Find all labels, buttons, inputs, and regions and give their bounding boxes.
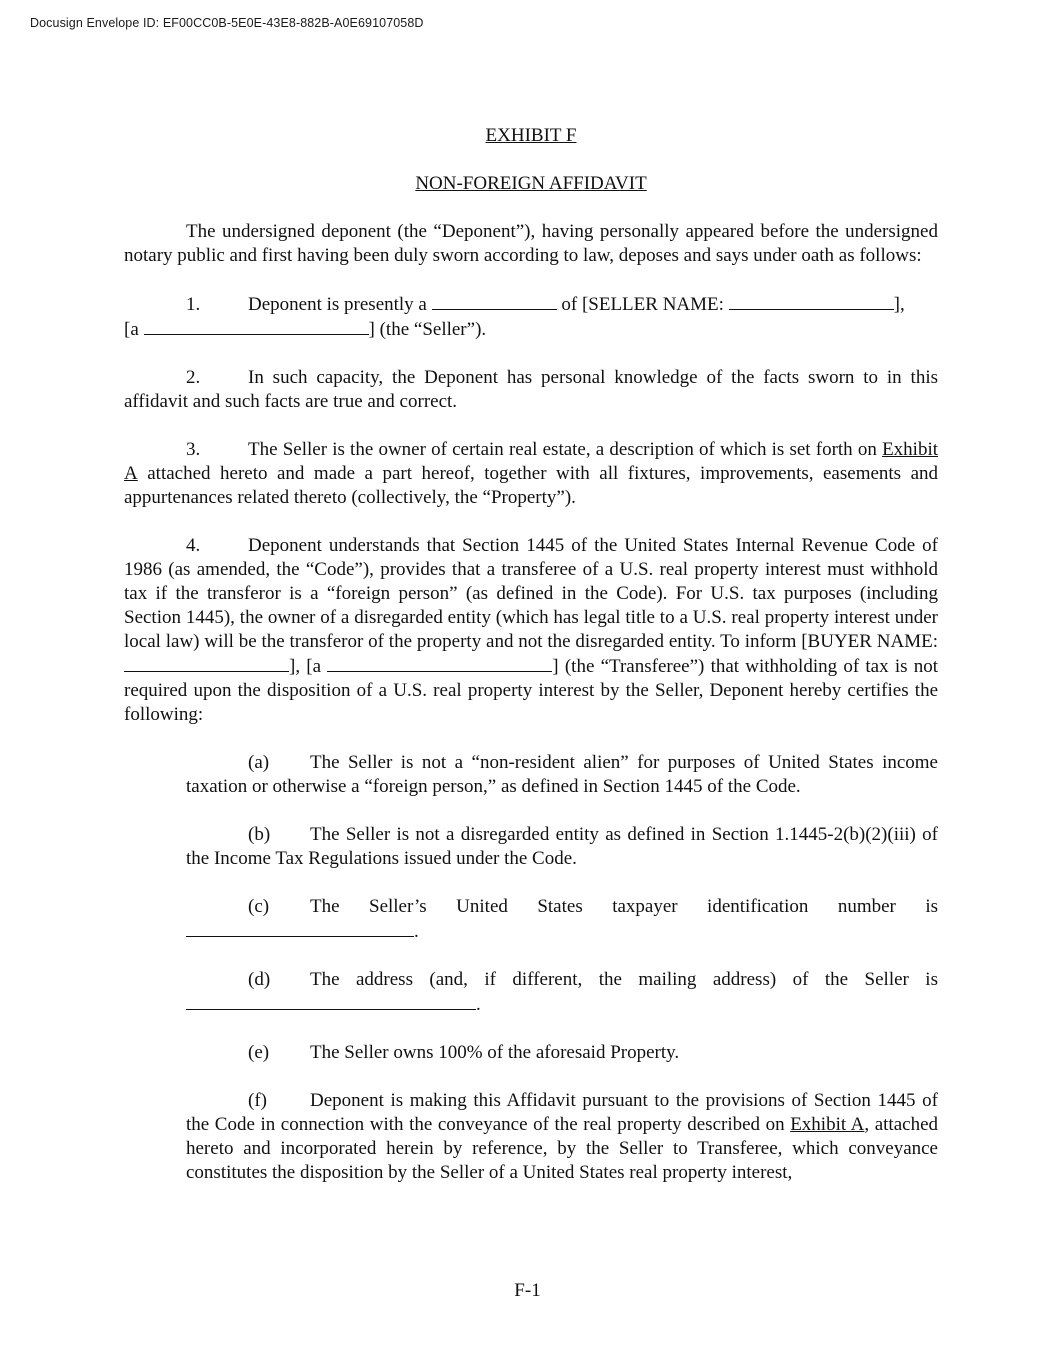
envelope-id: Docusign Envelope ID: EF00CC0B-5E0E-43E8-882B-A0E69107058D [30, 16, 424, 30]
item-text: Deponent is making this Affidavit pursuant to the provisions of Section 1445 of the Code in connection with the conveyance of the real property described on [186, 1090, 938, 1135]
item-c [186, 895, 938, 919]
exhibit-title: EXHIBIT F [485, 125, 577, 146]
item-text: The address (and, if different, the mailing address) of the Seller is [310, 969, 938, 990]
buyer-entity-type-blank [327, 654, 552, 672]
item-f [186, 1089, 938, 1185]
paragraph-text: attached hereto and made a part hereof, together with all fixtures, improvements, easements and appurtenances related thereto (collectively, the “Property”). [124, 463, 939, 508]
paragraph-number: 2. [186, 367, 201, 388]
item-text: , attached hereto and incorporated herein by reference, by the Seller to Transferee, which conveyance constitutes the disposition by the Seller of a United States real property interest, [186, 1114, 938, 1183]
position-blank [432, 292, 557, 310]
document-title: NON-FOREIGN AFFIDAVIT [415, 173, 647, 194]
exhibit-a-link: Exhibit A [124, 439, 939, 484]
paragraph-text: ], [a [289, 656, 322, 677]
intro-paragraph: The undersigned deponent (the “Deponent”), having personally appeared before the undersigned notary public and first having been duly sworn according to law, deposes and says under oath as follows: [124, 221, 938, 266]
item-text: . [476, 994, 481, 1015]
paragraph-number: 3. [186, 439, 201, 460]
item-d-blank-line [186, 992, 938, 1017]
paragraph-text: of [SELLER NAME: [561, 294, 724, 315]
taxpayer-id-blank [186, 919, 414, 937]
item-text: The Seller’s United States taxpayer identification number is [310, 896, 938, 917]
paragraph-2 [124, 366, 938, 414]
item-e [186, 1041, 938, 1065]
item-label: (c) [248, 896, 270, 917]
entity-type-blank [144, 317, 369, 335]
paragraph-4 [124, 534, 938, 727]
item-d [186, 968, 938, 992]
paragraph-text: Deponent is presently a [248, 294, 427, 315]
item-a [186, 751, 938, 799]
paragraph-text: The Seller is the owner of certain real estate, a description of which is set forth on [248, 439, 877, 460]
item-text: . [414, 921, 419, 942]
paragraph-text: Deponent understands that Section 1445 of the United States Internal Revenue Code of 1986 (as amended, the “Code”), provides that a transferee of a U.S. real property interest must withhold tax if the transferor is a “foreign person” (as defined in the Code). For U.S. tax purposes (including Section 1445), the owner of a disregarded entity (which has legal title to a U.S. real property interest under local law) will be the transferor of the property and not the disregarded entity. To inform [BUYER NAME: [124, 535, 938, 652]
paragraph-text: [a [124, 319, 139, 340]
item-text: The Seller is not a disregarded entity as defined in Section 1.1445-2(b)(2)(iii) of the Income Tax Regulations issued under the Code. [186, 824, 938, 869]
page-number: F-1 [514, 1280, 541, 1301]
paragraph-3 [124, 438, 938, 510]
paragraph-1 [124, 292, 938, 342]
paragraph-text: ] (the “Transferee”) that withholding of tax is not required upon the disposition of a U.S. real property interest by the Seller, Deponent hereby certifies the following: [124, 656, 938, 725]
paragraph-number: 4. [186, 535, 201, 556]
document-body [124, 120, 938, 1185]
item-label: (b) [248, 824, 271, 845]
item-text: The Seller is not a “non-resident alien” for purposes of United States income taxation or otherwise a “foreign person,” as defined in Section 1445 of the Code. [186, 752, 938, 797]
item-label: (d) [248, 969, 271, 990]
buyer-name-blank [124, 654, 289, 672]
certification-list [186, 751, 938, 1185]
exhibit-a-link: Exhibit A [790, 1114, 865, 1135]
item-label: (a) [248, 752, 270, 773]
item-label: (e) [248, 1042, 270, 1063]
item-c-blank-line [186, 919, 938, 944]
seller-name-blank [729, 292, 894, 310]
seller-address-blank [186, 992, 476, 1010]
paragraph-text: In such capacity, the Deponent has personal knowledge of the facts sworn to in this affidavit and such facts are true and correct. [124, 367, 938, 412]
paragraph-text: ], [893, 294, 905, 315]
paragraph-number: 1. [186, 294, 201, 315]
item-text: The Seller owns 100% of the aforesaid Property. [310, 1042, 680, 1063]
item-b [186, 823, 938, 871]
item-label: (f) [248, 1090, 267, 1111]
paragraph-text: ] (the “Seller”). [368, 319, 487, 340]
